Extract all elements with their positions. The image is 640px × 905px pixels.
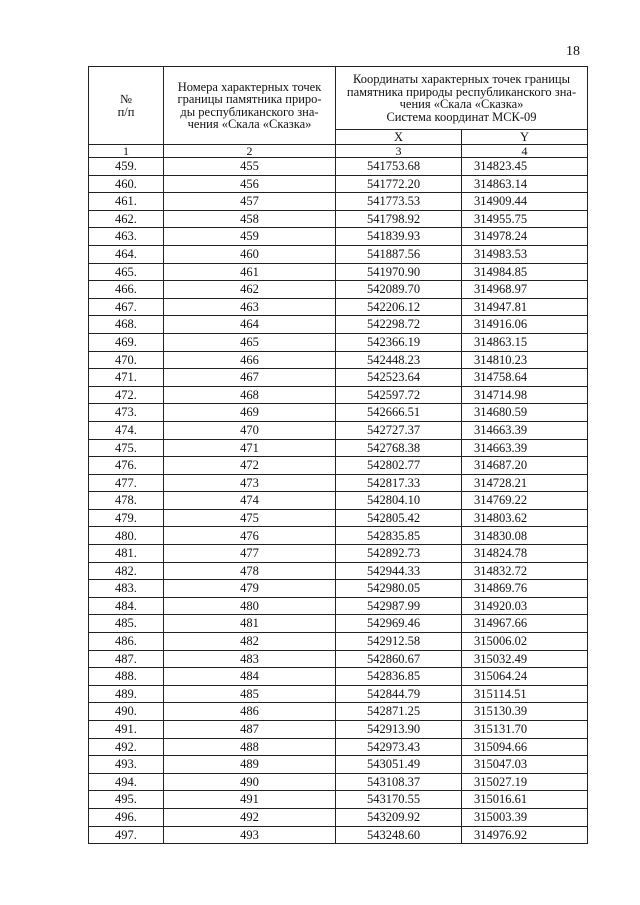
y-coordinate-cell: 314978.24 — [462, 228, 588, 246]
table-row — [89, 386, 588, 404]
point-number-cell: 488 — [164, 738, 336, 756]
y-coordinate-cell: 315016.61 — [462, 791, 588, 809]
table-row — [89, 281, 588, 299]
row-number-cell: 478. — [89, 492, 164, 510]
y-coordinate-cell: 314976.92 — [462, 826, 588, 844]
point-number-cell: 470 — [164, 421, 336, 439]
y-coordinate-cell: 315003.39 — [462, 808, 588, 826]
header-point-line-3: ды республиканского зна- — [180, 104, 319, 119]
x-coordinate-cell: 542892.73 — [336, 545, 462, 563]
table-row — [89, 580, 588, 598]
row-number-cell: 490. — [89, 703, 164, 721]
x-coordinate-cell: 542206.12 — [336, 298, 462, 316]
point-number-cell: 489 — [164, 756, 336, 774]
row-number-cell: 482. — [89, 562, 164, 580]
point-number-cell: 460 — [164, 245, 336, 263]
table-row — [89, 263, 588, 281]
y-coordinate-cell: 314909.44 — [462, 193, 588, 211]
row-number-cell: 496. — [89, 808, 164, 826]
header-index-4: 4 — [462, 145, 588, 158]
header-y: Y — [462, 130, 588, 145]
x-coordinate-cell: 542987.99 — [336, 597, 462, 615]
x-coordinate-cell: 542860.67 — [336, 650, 462, 668]
y-coordinate-cell: 314803.62 — [462, 509, 588, 527]
y-coordinate-cell: 314947.81 — [462, 298, 588, 316]
header-point-line-1: Номера характерных точек — [177, 79, 322, 94]
y-coordinate-cell: 314680.59 — [462, 404, 588, 422]
point-number-cell: 483 — [164, 650, 336, 668]
x-coordinate-cell: 542817.33 — [336, 474, 462, 492]
table-row — [89, 756, 588, 774]
x-coordinate-cell: 542802.77 — [336, 457, 462, 475]
x-coordinate-cell: 542523.64 — [336, 369, 462, 387]
row-number-cell: 469. — [89, 333, 164, 351]
y-coordinate-cell: 314714.98 — [462, 386, 588, 404]
y-coordinate-cell: 314663.39 — [462, 421, 588, 439]
row-number-cell: 488. — [89, 668, 164, 686]
point-number-cell: 477 — [164, 545, 336, 563]
table-row — [89, 175, 588, 193]
table-row — [89, 421, 588, 439]
y-coordinate-cell: 314863.15 — [462, 333, 588, 351]
header-point-line-4: чения «Скала «Сказка» — [187, 117, 312, 131]
table-row — [89, 808, 588, 826]
point-number-cell: 463 — [164, 298, 336, 316]
point-number-cell: 459 — [164, 228, 336, 246]
header-x: X — [336, 130, 462, 145]
point-number-cell: 481 — [164, 615, 336, 633]
x-coordinate-cell: 542836.85 — [336, 668, 462, 686]
x-coordinate-cell: 542913.90 — [336, 721, 462, 739]
header-row-number — [89, 67, 164, 145]
point-number-cell: 482 — [164, 633, 336, 651]
table-row — [89, 316, 588, 334]
header-coords-line-3: чения «Скала «Сказка» — [399, 97, 524, 111]
y-coordinate-cell: 315064.24 — [462, 668, 588, 686]
x-coordinate-cell: 543170.55 — [336, 791, 462, 809]
point-number-cell: 471 — [164, 439, 336, 457]
y-coordinate-cell: 314920.03 — [462, 597, 588, 615]
x-coordinate-cell: 542768.38 — [336, 439, 462, 457]
row-number-cell: 462. — [89, 210, 164, 228]
y-coordinate-cell: 315130.39 — [462, 703, 588, 721]
x-coordinate-cell: 542666.51 — [336, 404, 462, 422]
point-number-cell: 457 — [164, 193, 336, 211]
row-number-cell: 474. — [89, 421, 164, 439]
point-number-cell: 474 — [164, 492, 336, 510]
x-coordinate-cell: 542973.43 — [336, 738, 462, 756]
header-coordinates — [336, 67, 588, 130]
point-number-cell: 486 — [164, 703, 336, 721]
x-coordinate-cell: 542871.25 — [336, 703, 462, 721]
table-row — [89, 492, 588, 510]
table-row — [89, 245, 588, 263]
point-number-cell: 484 — [164, 668, 336, 686]
header-number-sign: № — [120, 92, 132, 106]
y-coordinate-cell: 314663.39 — [462, 439, 588, 457]
y-coordinate-cell: 314728.21 — [462, 474, 588, 492]
y-coordinate-cell: 314823.45 — [462, 158, 588, 176]
row-number-cell: 479. — [89, 509, 164, 527]
table-row — [89, 738, 588, 756]
x-coordinate-cell: 541839.93 — [336, 228, 462, 246]
header-index-2: 2 — [164, 145, 336, 158]
table-row — [89, 210, 588, 228]
table-row — [89, 633, 588, 651]
point-number-cell: 472 — [164, 457, 336, 475]
point-number-cell: 466 — [164, 351, 336, 369]
x-coordinate-cell: 541773.53 — [336, 193, 462, 211]
row-number-cell: 481. — [89, 545, 164, 563]
row-number-cell: 487. — [89, 650, 164, 668]
header-pp: п/п — [117, 104, 135, 119]
table-row — [89, 615, 588, 633]
x-coordinate-cell: 543209.92 — [336, 808, 462, 826]
point-number-cell: 468 — [164, 386, 336, 404]
table-body — [89, 158, 588, 844]
row-number-cell: 465. — [89, 263, 164, 281]
x-coordinate-cell: 541970.90 — [336, 263, 462, 281]
y-coordinate-cell: 314983.53 — [462, 245, 588, 263]
table-row — [89, 509, 588, 527]
point-number-cell: 493 — [164, 826, 336, 844]
point-number-cell: 473 — [164, 474, 336, 492]
table-row — [89, 527, 588, 545]
header-coords-line-2: памятника природы республиканского зна- — [346, 84, 577, 99]
y-coordinate-cell: 315027.19 — [462, 773, 588, 791]
table-row — [89, 439, 588, 457]
row-number-cell: 470. — [89, 351, 164, 369]
header-point-line-2: границы памятника приро- — [177, 92, 322, 106]
x-coordinate-cell: 542448.23 — [336, 351, 462, 369]
x-coordinate-cell: 541753.68 — [336, 158, 462, 176]
x-coordinate-cell: 541798.92 — [336, 210, 462, 228]
row-number-cell: 476. — [89, 457, 164, 475]
point-number-cell: 492 — [164, 808, 336, 826]
table-row — [89, 826, 588, 844]
row-number-cell: 463. — [89, 228, 164, 246]
row-number-cell: 491. — [89, 721, 164, 739]
row-number-cell: 486. — [89, 633, 164, 651]
row-number-cell: 483. — [89, 580, 164, 598]
point-number-cell: 467 — [164, 369, 336, 387]
row-number-cell: 475. — [89, 439, 164, 457]
x-coordinate-cell: 542805.42 — [336, 509, 462, 527]
row-number-cell: 464. — [89, 245, 164, 263]
y-coordinate-cell: 315047.03 — [462, 756, 588, 774]
header-index-3: 3 — [336, 145, 462, 158]
x-coordinate-cell: 542366.19 — [336, 333, 462, 351]
coordinates-table — [88, 66, 588, 844]
y-coordinate-cell: 314916.06 — [462, 316, 588, 334]
table-row — [89, 474, 588, 492]
x-coordinate-cell: 542969.46 — [336, 615, 462, 633]
table-row — [89, 333, 588, 351]
point-number-cell: 475 — [164, 509, 336, 527]
y-coordinate-cell: 314984.85 — [462, 263, 588, 281]
table-row — [89, 773, 588, 791]
table-row — [89, 228, 588, 246]
y-coordinate-cell: 315114.51 — [462, 685, 588, 703]
y-coordinate-cell: 314955.75 — [462, 210, 588, 228]
table-row — [89, 668, 588, 686]
x-coordinate-cell: 541887.56 — [336, 245, 462, 263]
header-coords-line-4: Система координат МСК-09 — [386, 109, 537, 124]
y-coordinate-cell: 314832.72 — [462, 562, 588, 580]
y-coordinate-cell: 314968.97 — [462, 281, 588, 299]
point-number-cell: 462 — [164, 281, 336, 299]
header-point-numbers — [164, 67, 336, 145]
x-coordinate-cell: 542727.37 — [336, 421, 462, 439]
table-row — [89, 597, 588, 615]
x-coordinate-cell: 543248.60 — [336, 826, 462, 844]
point-number-cell: 487 — [164, 721, 336, 739]
point-number-cell: 464 — [164, 316, 336, 334]
x-coordinate-cell: 542298.72 — [336, 316, 462, 334]
y-coordinate-cell: 314758.64 — [462, 369, 588, 387]
table-row — [89, 193, 588, 211]
x-coordinate-cell: 542804.10 — [336, 492, 462, 510]
x-coordinate-cell: 542089.70 — [336, 281, 462, 299]
y-coordinate-cell: 314769.22 — [462, 492, 588, 510]
row-number-cell: 472. — [89, 386, 164, 404]
table-row — [89, 158, 588, 176]
row-number-cell: 480. — [89, 527, 164, 545]
row-number-cell: 489. — [89, 685, 164, 703]
table-row — [89, 703, 588, 721]
point-number-cell: 458 — [164, 210, 336, 228]
row-number-cell: 473. — [89, 404, 164, 422]
row-number-cell: 466. — [89, 281, 164, 299]
x-coordinate-cell: 541772.20 — [336, 175, 462, 193]
point-number-cell: 476 — [164, 527, 336, 545]
point-number-cell: 465 — [164, 333, 336, 351]
row-number-cell: 460. — [89, 175, 164, 193]
y-coordinate-cell: 314863.14 — [462, 175, 588, 193]
row-number-cell: 471. — [89, 369, 164, 387]
x-coordinate-cell: 543051.49 — [336, 756, 462, 774]
row-number-cell: 477. — [89, 474, 164, 492]
row-number-cell: 497. — [89, 826, 164, 844]
row-number-cell: 468. — [89, 316, 164, 334]
point-number-cell: 456 — [164, 175, 336, 193]
y-coordinate-cell: 315006.02 — [462, 633, 588, 651]
y-coordinate-cell: 314824.78 — [462, 545, 588, 563]
x-coordinate-cell: 542844.79 — [336, 685, 462, 703]
y-coordinate-cell: 315094.66 — [462, 738, 588, 756]
table-row — [89, 351, 588, 369]
page-number: 18 — [566, 44, 580, 59]
y-coordinate-cell: 314967.66 — [462, 615, 588, 633]
row-number-cell: 484. — [89, 597, 164, 615]
x-coordinate-cell: 542912.58 — [336, 633, 462, 651]
x-coordinate-cell: 542835.85 — [336, 527, 462, 545]
table-row — [89, 369, 588, 387]
header-index-1: 1 — [89, 145, 164, 158]
point-number-cell: 485 — [164, 685, 336, 703]
y-coordinate-cell: 314810.23 — [462, 351, 588, 369]
x-coordinate-cell: 542597.72 — [336, 386, 462, 404]
row-number-cell: 495. — [89, 791, 164, 809]
x-coordinate-cell: 542944.33 — [336, 562, 462, 580]
row-number-cell: 461. — [89, 193, 164, 211]
y-coordinate-cell: 314687.20 — [462, 457, 588, 475]
row-number-cell: 494. — [89, 773, 164, 791]
table-row — [89, 721, 588, 739]
header-coords-line-1: Координаты характерных точек границы — [353, 72, 570, 86]
y-coordinate-cell: 314830.08 — [462, 527, 588, 545]
point-number-cell: 480 — [164, 597, 336, 615]
table-row — [89, 298, 588, 316]
row-number-cell: 485. — [89, 615, 164, 633]
point-number-cell: 455 — [164, 158, 336, 176]
table-row — [89, 404, 588, 422]
x-coordinate-cell: 543108.37 — [336, 773, 462, 791]
table-row — [89, 457, 588, 475]
table-row — [89, 562, 588, 580]
row-number-cell: 492. — [89, 738, 164, 756]
table-row — [89, 545, 588, 563]
y-coordinate-cell: 314869.76 — [462, 580, 588, 598]
row-number-cell: 467. — [89, 298, 164, 316]
point-number-cell: 461 — [164, 263, 336, 281]
table-row — [89, 791, 588, 809]
point-number-cell: 490 — [164, 773, 336, 791]
point-number-cell: 479 — [164, 580, 336, 598]
y-coordinate-cell: 315032.49 — [462, 650, 588, 668]
point-number-cell: 478 — [164, 562, 336, 580]
row-number-cell: 493. — [89, 756, 164, 774]
y-coordinate-cell: 315131.70 — [462, 721, 588, 739]
x-coordinate-cell: 542980.05 — [336, 580, 462, 598]
row-number-cell: 459. — [89, 158, 164, 176]
table-row — [89, 650, 588, 668]
point-number-cell: 469 — [164, 404, 336, 422]
table-row — [89, 685, 588, 703]
point-number-cell: 491 — [164, 791, 336, 809]
